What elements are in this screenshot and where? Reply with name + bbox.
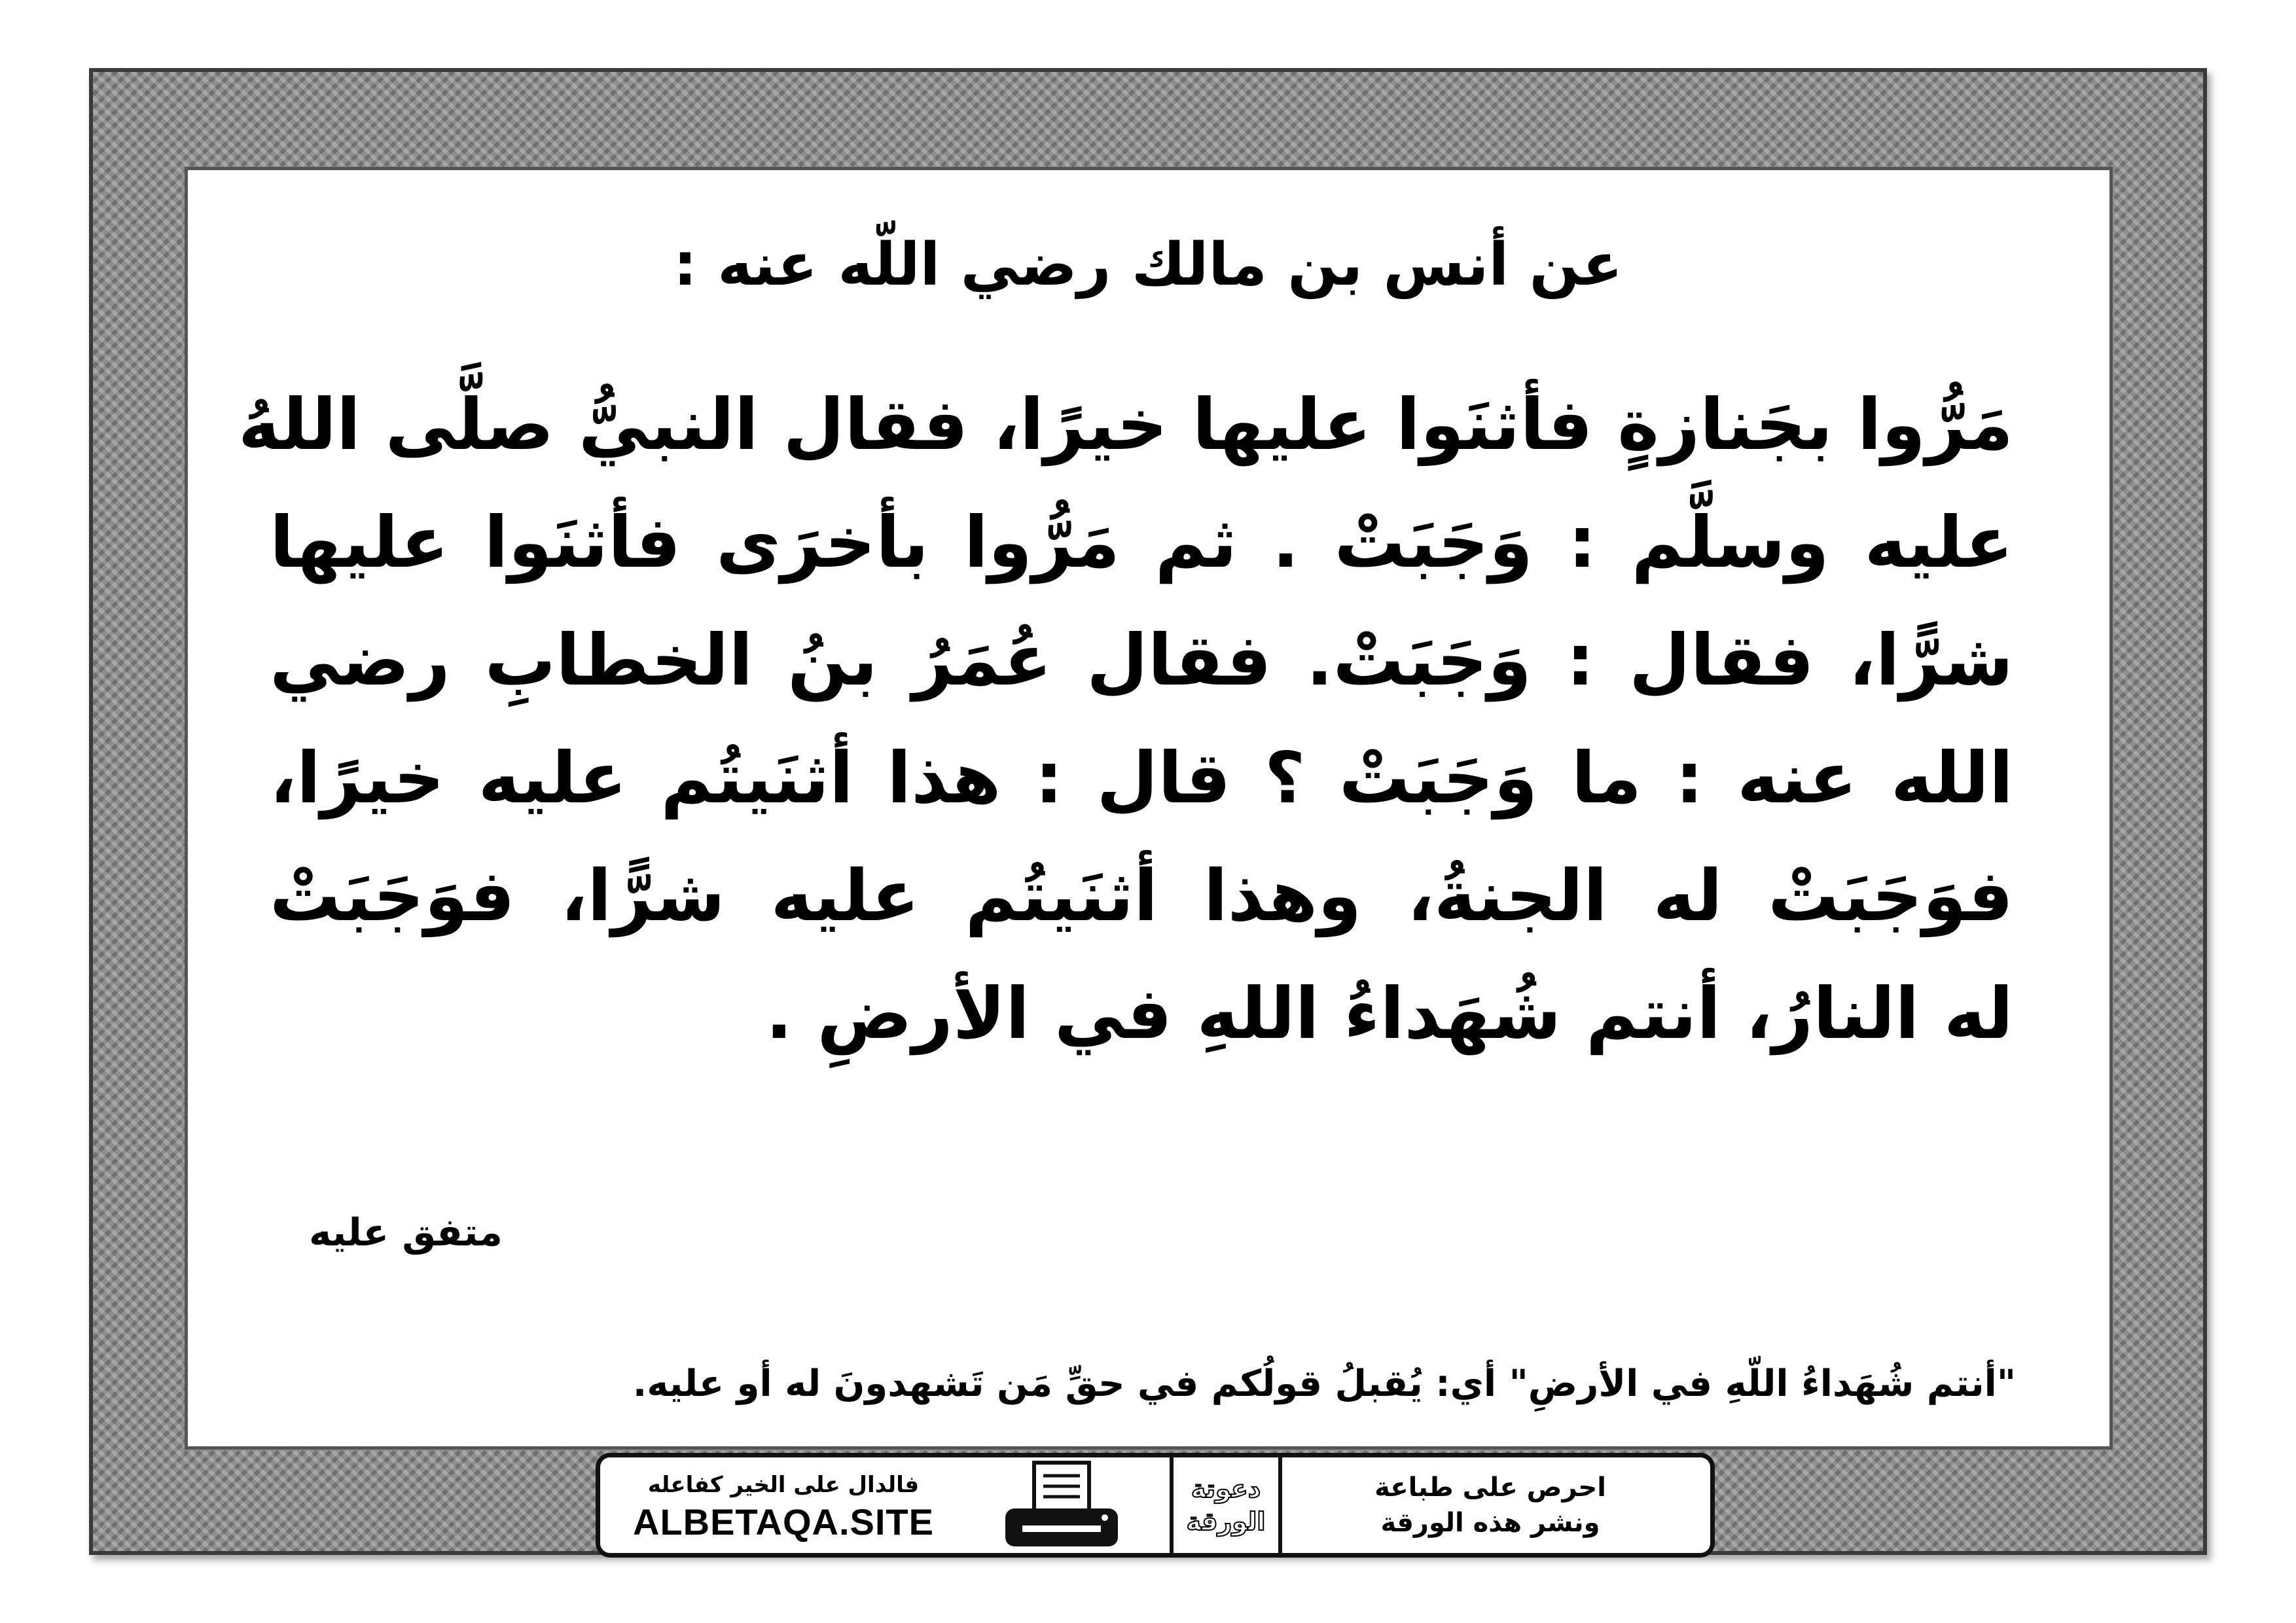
hadith-source: متفق عليه (309, 1210, 503, 1255)
hadith-line-4: الله عنه : ما وَجَبَتْ ؟ قال : هذا أثنَيتُم عليه خيرًا، (270, 738, 2013, 819)
hadith-line-5: فوَجَبَتْ له الجنةُ، وهذا أثنَيتُم عليه شرًّا، فوَجَبَتْ (270, 855, 2013, 937)
brand-line-1: دعوتة (1191, 1474, 1261, 1503)
print-appeal (1281, 1457, 1700, 1553)
site-block (607, 1457, 960, 1553)
hadith-line-6: له النارُ، أنتم شُهَداءُ اللهِ في الأرضِ . (765, 973, 2013, 1055)
site-url: ALBETAQA.SITE (633, 1501, 934, 1543)
brand-line-2: الورقة (1186, 1507, 1266, 1536)
explanation-note: "أنتم شُهَداءُ اللّهِ في الأرضِ" أي: يُقبلُ قولُكم في حقِّ مَن تَشهدونَ له أو عليه. (632, 1363, 2016, 1405)
hadith-line-2: عليه وسلَّم : وَجَبَتْ . ثم مَرُّوا بأخرَى فأثنَوا عليها (270, 502, 2013, 584)
site-slogan: فالدال على الخير كفاعله (647, 1472, 920, 1498)
hadith-line-1: مَرُّوا بجَنازةٍ فأثنَوا عليها خيرًا، فقال النبيُّ صلَّى اللهُ (238, 384, 2013, 466)
brand-logo (1170, 1457, 1282, 1553)
narrator-heading: عن أنس بن مالك رضي اللّه عنه : (673, 230, 1623, 299)
footer-banner (596, 1453, 1715, 1558)
appeal-line-2: ونشر هذه الورقة (1380, 1508, 1600, 1538)
hadith-line-3: شرًّا، فقال : وَجَبَتْ. فقال عُمَرُ بنُ الخطابِ رضي (270, 620, 2013, 702)
printer-icon (990, 1457, 1134, 1553)
appeal-line-1: احرص على طباعة (1374, 1472, 1606, 1503)
